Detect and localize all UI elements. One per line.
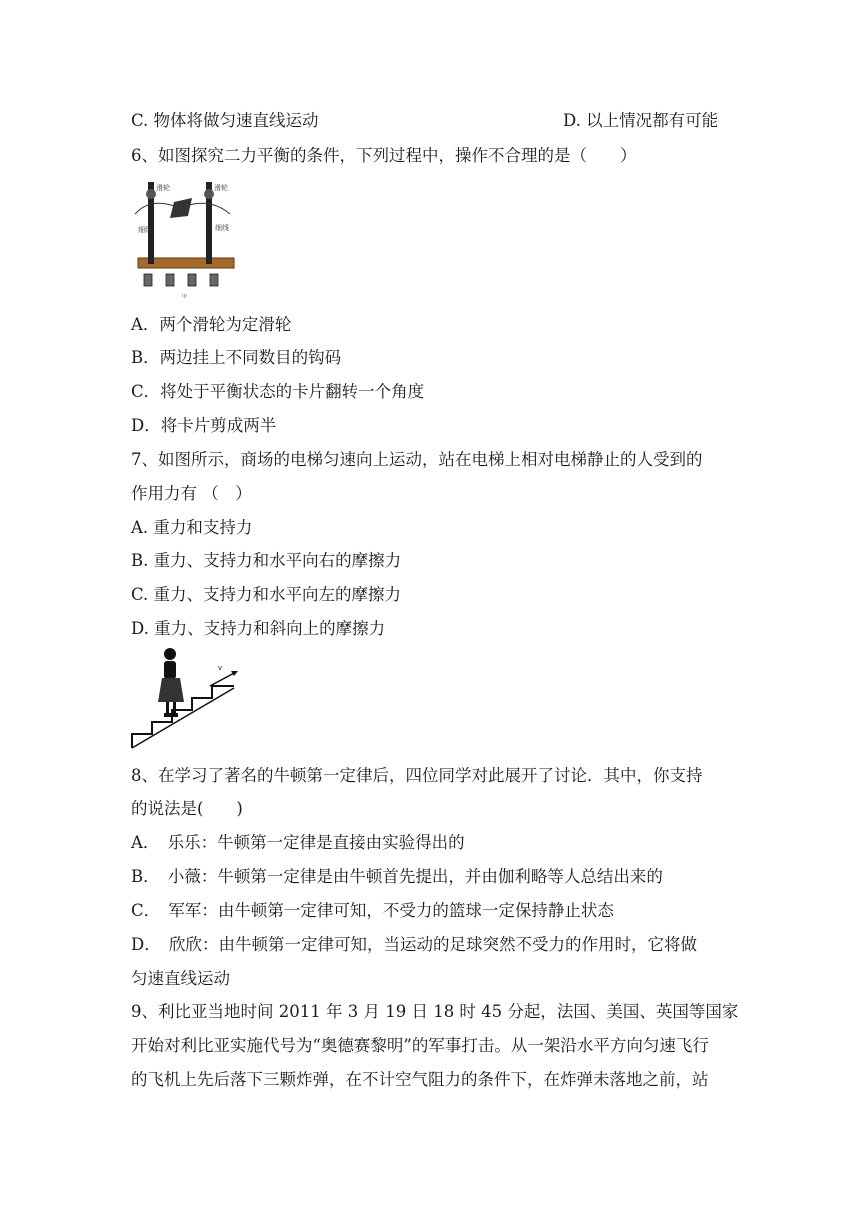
q7-person <box>158 648 184 717</box>
q7-stem-line1: 7、如图所示，商场的电梯匀速向上运动，站在电梯上相对电梯静止的人受到的 <box>131 450 703 469</box>
q8-stem-line1: 8、在学习了著名的牛顿第一定律后，四位同学对此展开了讨论．其中，你支持 <box>131 766 703 785</box>
q8-option-d-cont: 匀速直线运动 <box>131 969 230 988</box>
q6-label-pulley-right: 滑轮 <box>214 184 228 192</box>
q6-weight <box>166 274 174 286</box>
q7-option-a: A. 重力和支持力 <box>131 518 253 537</box>
q7-label-v: v <box>218 664 223 672</box>
q6-caption: 甲 <box>182 294 188 300</box>
q6-option-c: C．将处于平衡状态的卡片翻转一个角度 <box>131 382 425 401</box>
q6-label-rope-right: 细线 <box>215 224 229 232</box>
q6-pulley-left <box>146 189 156 199</box>
q8-option-c: C． 军军：由牛顿第一定律可知，不受力的篮球一定保持静止状态 <box>131 901 614 920</box>
q8-stem-line2: 的说法是( ) <box>131 799 243 818</box>
q7-figure <box>130 646 244 750</box>
q6-label-pulley-left: 滑轮 <box>156 184 170 192</box>
q8-option-a: A． 乐乐：牛顿第一定律是直接由实验得出的 <box>131 833 465 852</box>
q6-option-a: A．两个滑轮为定滑轮 <box>131 315 292 334</box>
q6-stem: 6、如图探究二力平衡的条件，下列过程中，操作不合理的是（ ） <box>131 146 637 165</box>
q7-option-b: B. 重力、支持力和水平向右的摩擦力 <box>131 551 402 570</box>
q5-option-d: D. 以上情况都有可能 <box>563 111 719 130</box>
q5-option-c: C. 物体将做匀速直线运动 <box>131 111 319 130</box>
q6-label-rope-left: 细线 <box>138 226 152 234</box>
q6-weight <box>188 274 196 286</box>
q6-option-d: D．将卡片剪成两半 <box>131 416 277 435</box>
q7-stem-line2: 作用力有 （ ） <box>131 484 252 503</box>
q7-velocity-arrow <box>210 672 236 686</box>
q6-figure <box>130 178 242 300</box>
q8-option-d: D． 欣欣：由牛顿第一定律可知，当运动的足球突然不受力的作用时，它将做 <box>131 935 697 954</box>
q7-option-c: C. 重力、支持力和水平向左的摩擦力 <box>131 585 402 604</box>
q6-card <box>170 198 192 218</box>
q5-options-row <box>131 111 719 131</box>
q9-line3: 的飞机上先后落下三颗炸弹，在不计空气阻力的条件下，在炸弹未落地之前，站 <box>131 1070 709 1089</box>
q6-option-b: B．两边挂上不同数目的钩码 <box>131 348 342 367</box>
q9-line1: 9、利比亚当地时间 2011 年 3 月 19 日 18 时 45 分起，法国、美国、英国等国家 <box>131 1002 739 1021</box>
q8-option-b: B． 小薇：牛顿第一定律是由牛顿首先提出，并由伽利略等人总结出来的 <box>131 867 663 886</box>
q9-line2: 开始对利比亚实施代号为“奥德赛黎明”的军事打击。从一架沿水平方向匀速飞行 <box>131 1036 709 1055</box>
q6-pulley-right <box>204 189 214 199</box>
q6-weight <box>210 274 218 286</box>
q7-option-d: D. 重力、支持力和斜向上的摩擦力 <box>131 619 386 638</box>
q6-weight <box>144 274 152 286</box>
